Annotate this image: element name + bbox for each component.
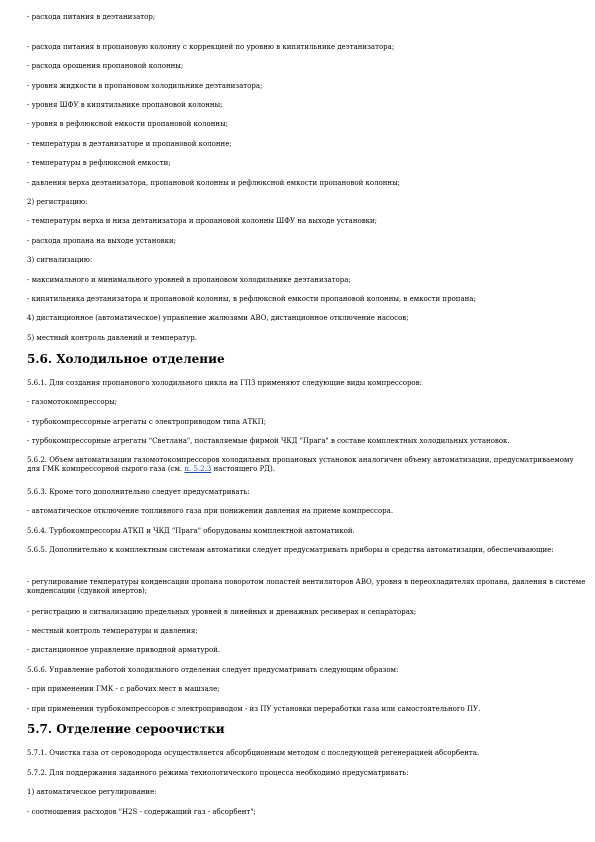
text-line: - соотношения расходов "H2S - содержащий газ - абсорбент"; bbox=[27, 808, 256, 816]
text-line: - температуры в рефлюксной емкости; bbox=[27, 159, 171, 167]
text-line: - расхода орошения пропановой колонны; bbox=[27, 62, 184, 70]
text-line: 4) дистанционное (автоматическое) управление жалюзями АВО, дистанционное отключение насосов; bbox=[27, 314, 409, 322]
text-line: - газомотокомпрессоры; bbox=[27, 398, 117, 406]
section-link[interactable]: п. 5.2.3 bbox=[184, 465, 212, 473]
text-line: - турбокомпрессорные агрегаты "Светлана", поставляемые фирмой ЧКД "Прага" в составе комплектных холодильных установок. bbox=[27, 437, 510, 445]
text-line: - регулирование температуры конденсации пропана поворотом лопастей вентиляторов АВО, уровня в переохладителях пропана, давления в системе конденсации (сдувкой инертов); bbox=[27, 578, 586, 595]
text-line: 5.7.2. Для поддержания заданного режима технологического процесса необходимо предусматривать: bbox=[27, 769, 409, 777]
text-line: 5) местный контроль давлений и температур. bbox=[27, 334, 197, 342]
text-line: - расхода питания в деэтанизатор; bbox=[27, 13, 156, 21]
paragraph-text: 5.6.2. Объем автоматизации газомотокомпрессоров холодильных пропановых установок аналогичен объему автоматизации, предусматриваемому для ГМК компрессорной сырого газа (см. bbox=[27, 456, 574, 473]
text-line: - расхода питания в пропановую колонну с коррекцией по уровню в кипятильнике деэтанизатора; bbox=[27, 43, 395, 51]
text-line: - автоматическое отключение топливного газа при понижении давления на приеме компрессора. bbox=[27, 507, 394, 515]
text-line: - расхода пропана на выходе установки; bbox=[27, 237, 177, 245]
text-line: - давления верха деэтанизатора, пропановой колонны и рефлюксной емкости пропановой колонны; bbox=[27, 179, 401, 187]
text-line: 5.6.5. Дополнительно к комплектным системам автоматики следует предусматривать приборы и средства автоматизации, обеспечивающие: bbox=[27, 546, 554, 554]
text-line: 5.6.6. Управление работой холодильного отделения следует предусматривать следующим образом: bbox=[27, 666, 399, 674]
text-line: 5.6.4. Турбокомпрессоры АТКП и ЧКД "Прага" оборудованы комплектной автоматикой. bbox=[27, 527, 355, 535]
text-line: - турбокомпрессорные агрегаты с электроприводом типа АТКП; bbox=[27, 418, 267, 426]
text-line: 2) регистрацию: bbox=[27, 198, 88, 206]
text-line: - кипятильника деэтанизатора и пропановой колонны, в рефлюксной емкости пропановой колонны, в емкости пропана; bbox=[27, 295, 476, 303]
text-line: - температуры в деэтанизаторе и пропановой колонне; bbox=[27, 140, 232, 148]
text-line: - уровня ШФУ в кипятильнике пропановой колонны; bbox=[27, 101, 223, 109]
text-line: - при применении ГМК - с рабочих мест в машзале; bbox=[27, 685, 220, 693]
text-line: - дистанционное управление приводной арматурой. bbox=[27, 646, 221, 654]
paragraph-text: настоящего РД). bbox=[213, 465, 275, 473]
text-line: 1) автоматическое регулирование: bbox=[27, 788, 157, 796]
text-line: - уровня жидкости в пропановом холодильнике деэтанизатора; bbox=[27, 82, 263, 90]
text-line: 5.7.1. Очистка газа от сероводорода осуществляется абсорбционным методом с последующей регенерацией абсорбента. bbox=[27, 749, 480, 757]
text-line: 3) сигнализацию: bbox=[27, 256, 93, 264]
text-line: - регистрацию и сигнализацию предельных уровней в линейных и дренажных ресиверах и сепараторах; bbox=[27, 608, 417, 616]
section-heading-5-7: 5.7. Отделение сероочистки bbox=[27, 722, 225, 736]
text-line: - температуры верха и низа деэтанизатора и пропановой колонны ШФУ на выходе установки; bbox=[27, 217, 378, 225]
section-heading-5-6: 5.6. Холодильное отделение bbox=[27, 352, 225, 366]
paragraph-5-6-2 bbox=[27, 456, 587, 474]
text-line: - местный контроль температуры и давления; bbox=[27, 627, 198, 635]
text-line: 5.6.3. Кроме того дополнительно следует предусматривать: bbox=[27, 488, 250, 496]
text-line: - максимального и минимального уровней в пропановом холодильнике деэтанизатора; bbox=[27, 276, 351, 284]
text-line: - при применении турбокомпрессоров с электроприводом - из ПУ установки переработки газа или самостоятельного ПУ. bbox=[27, 705, 481, 713]
text-line: - уровня в рефлюксной емкости пропановой колонны; bbox=[27, 120, 229, 128]
text-line: 5.6.1. Для создания пропанового холодильного цикла на ГПЗ применяют следующие виды компрессоров: bbox=[27, 379, 422, 387]
